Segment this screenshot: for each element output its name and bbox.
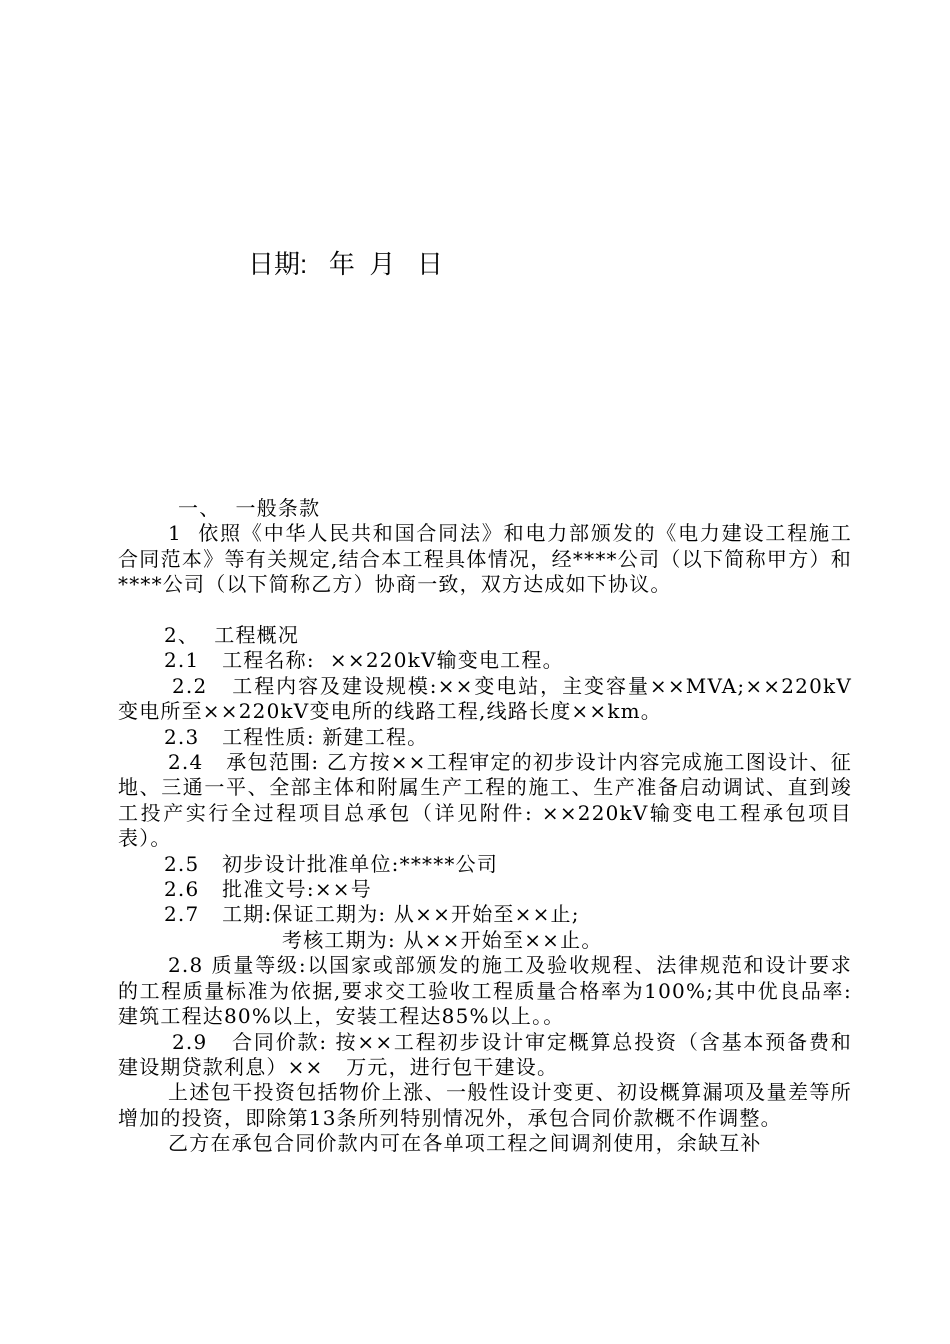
item-2-2: 2.2 工程内容及建设规模:××变电站，主变容量××MVA;××220kV变电所至××220kV变电所的线路工程,线路长度××km。 [118,673,852,724]
item-2-7-a: 2.7 工期:保证工期为: 从××开始至××止; [164,902,580,927]
item-2-5: 2.5 初步设计批准单位:*****公司 [164,851,499,876]
paragraph-adjustment: 上述包干投资包括物价上涨、一般性设计变更、初设概算漏项及量差等所增加的投资，即除第13条所列特别情况外，承包合同价款概不作调整。 [118,1080,852,1130]
item-2-4: 2.4 承包范围: 乙方按××工程审定的初步设计内容完成施工图设计、征地、三通一平、全部主体和附属生产工程的施工、生产准备启动调试、直到竣工投产实行全过程项目总承包（详见附件: ××220kV输变电工程承包项目表）。 [118,750,852,851]
blank-line [118,598,852,623]
section-heading-general: 一、 一般条款 [178,496,321,520]
date-line: 日期: 年 月 日 [248,249,444,279]
item-2-6: 2.6 批准文号:××号 [164,877,372,902]
section-heading-overview: 2、 工程概况 [164,623,300,648]
item-2-9: 2.9 合同价款: 按××工程初步设计审定概算总投资（含基本预备费和建设期贷款利息）×× 万元，进行包干建设。 [118,1029,852,1079]
item-2-7-b: 考核工期为: 从××开始至××止。 [282,927,603,952]
paragraph-allocation: 乙方在承包合同价款内可在各单项工程之间调剂使用，余缺互补 [168,1131,762,1156]
contract-body [118,496,860,1157]
item-2-8: 2.8 质量等级:以国家或部颁发的施工及验收规程、法律规范和设计要求的工程质量标准为依据,要求交工验收工程质量合格率为100%;其中优良品率: 建筑工程达80%以上，安装工程达85%以上。。 [118,953,860,1029]
clause-1: 1 依照《中华人民共和国合同法》和电力部颁发的《电力建设工程施工合同范本》等有关规定,结合本工程具体情况，经****公司（以下简称甲方）和****公司（以下简称乙方）协商一致，双方达成如下协议。 [118,521,852,597]
item-2-1: 2.1 工程名称: ××220kV输变电工程。 [164,648,564,673]
item-2-3: 2.3 工程性质: 新建工程。 [164,724,429,749]
